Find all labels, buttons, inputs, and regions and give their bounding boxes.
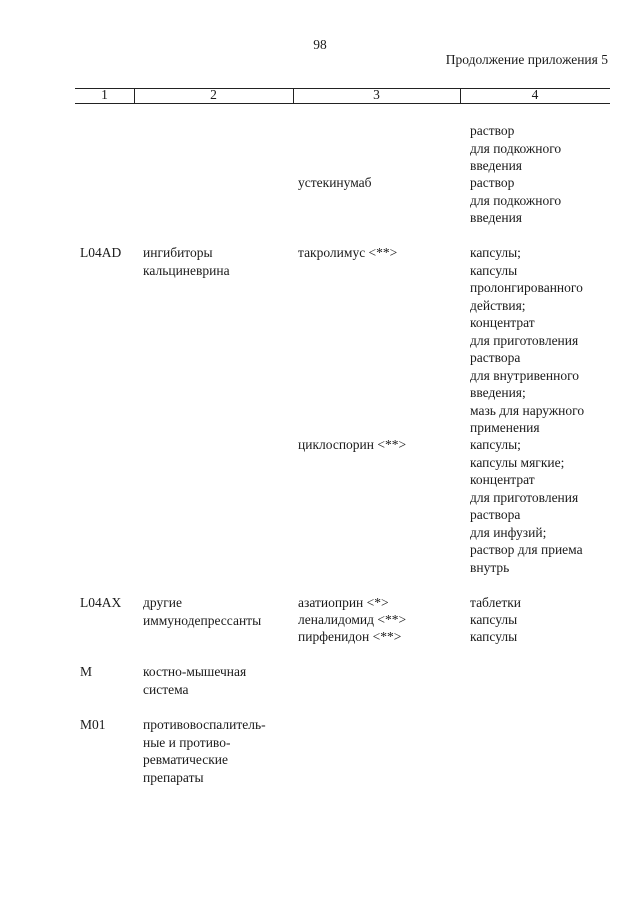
column-header-3: 3 — [373, 87, 380, 102]
group-name-cell: костно-мышечная система — [143, 664, 247, 697]
drug-name-cell: такролимус <**> — [298, 245, 398, 260]
drug-name-cell: циклоспорин <**> — [298, 437, 407, 452]
continuation-title: Продолжение приложения 5 — [445, 52, 608, 67]
atc-code-cell: M01 — [80, 717, 106, 732]
dosage-form-cell: капсулы; капсулы мягкие; концентрат для приготовления раствора для инфузий; раствор для приема внутрь — [470, 437, 583, 575]
group-name-cell: другие иммунодепрессанты — [143, 595, 262, 628]
column-header-2: 2 — [210, 87, 217, 102]
group-name-cell: ингибиторы кальциневрина — [143, 245, 230, 278]
atc-code-cell: M — [80, 664, 93, 679]
column-header-1: 1 — [101, 87, 108, 102]
drug-name-cell: устекинумаб — [298, 175, 372, 190]
dosage-form-cell: раствор для подкожного введения — [470, 175, 562, 225]
page-number: 98 — [313, 37, 327, 52]
dosage-form-cell: таблетки — [470, 595, 522, 610]
atc-code-cell: L04AD — [80, 245, 122, 260]
dosage-form-cell: капсулы — [470, 629, 518, 644]
dosage-form-cell: раствор для подкожного введения — [470, 123, 562, 173]
column-header-4: 4 — [531, 87, 539, 102]
group-name-cell: противовоспалитель- ные и противо- ревматические препараты — [143, 717, 266, 785]
dosage-form-cell: капсулы; капсулы пролонгированного действия; концентрат для приготовления раствора для внутривенного введения; мазь для наружного применения — [470, 245, 585, 435]
drug-name-cell: пирфенидон <**> — [298, 629, 402, 644]
dosage-form-cell: капсулы — [470, 612, 518, 627]
atc-code-cell: L04AX — [80, 595, 122, 610]
drug-name-cell: азатиоприн <*> — [298, 595, 389, 610]
drug-name-cell: леналидомид <**> — [298, 612, 407, 627]
